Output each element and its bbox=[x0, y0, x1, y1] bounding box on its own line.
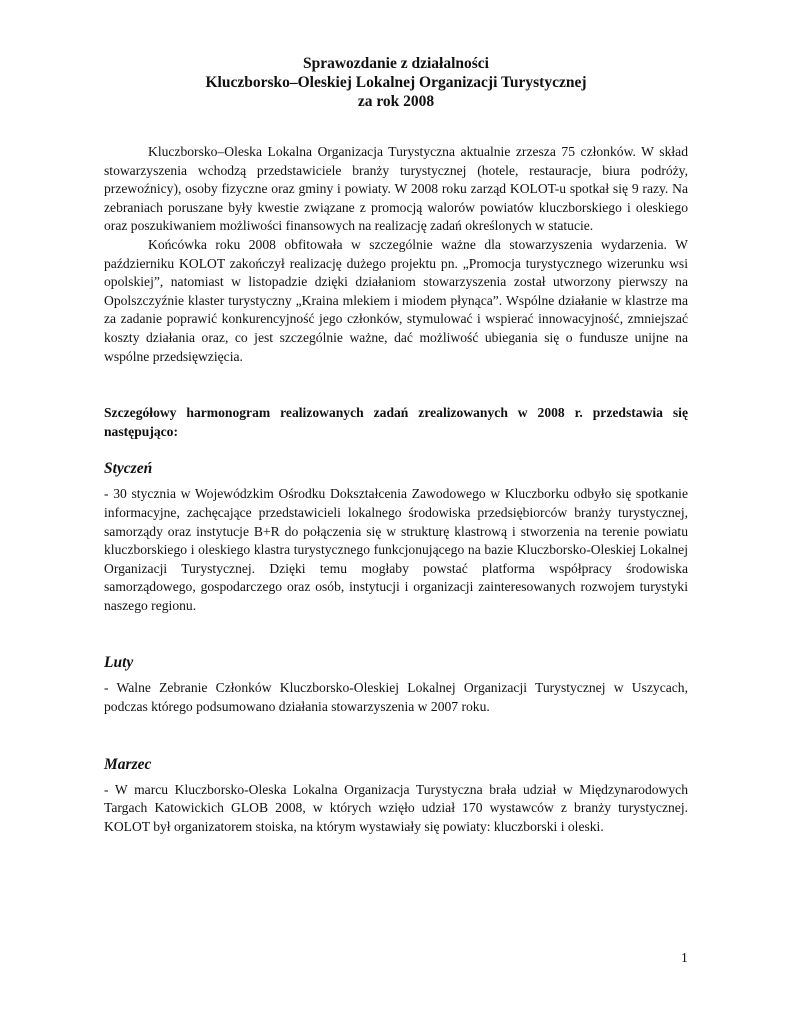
month-text-march: - W marcu Kluczborsko-Oleska Lokalna Organizacja Turystyczna brała udział w Międzynarodowych Targach Katowickich GLOB 2008, w których wzięło udział 170 wystawców z branży turystycznej. KOLOT był organizatorem stoiska, na którym wystawiały się powiaty: kluczborski i oleski. bbox=[104, 781, 688, 834]
title-line-3: za rok 2008 bbox=[357, 93, 435, 110]
month-heading-march: Marzec bbox=[104, 755, 152, 773]
title-line-2: Kluczborsko–Oleskiej Lokalnej Organizacji Turystycznej bbox=[205, 74, 587, 91]
schedule-heading: Szczegółowy harmonogram realizowanych zadań zrealizowanych w 2008 r. przedstawia się następująco: bbox=[104, 405, 688, 439]
intro-paragraph-2: Końcówka roku 2008 obfitowała w szczególnie ważne dla stowarzyszenia wydarzenia. W październiku KOLOT zakończył realizację dużego projektu pn. „Promocja turystycznego wizerunku wsi opolskiej”, natomiast w listopadzie dzięki działaniom stowarzyszenia został utworzony pierwszy na Opolszczyźnie klaster turystyczny „Kraina mlekiem i miodem płynąca”. Wspólne działanie w klastrze ma za zadanie poprawić konkurencyjność jego członków, stymulować i wspierać innowacyjność, zmniejszać koszty działania oraz, co jest szczególnie ważne, dać możliwość ubiegania się o fundusze unijne na wspólne przedsięwzięcia. bbox=[104, 236, 688, 364]
document-page bbox=[104, 54, 688, 836]
month-text-january: - 30 stycznia w Wojewódzkim Ośrodku Dokształcenia Zawodowego w Kluczborku odbyło się spotkanie informacyjne, zachęcające przedstawicieli lokalnego środowiska przedsiębiorców branży turystycznej, samorządy oraz instytucje B+R do połączenia się w strukturę klastrową i stworzenia na terenie powiatu kluczborskiego i oleskiego klastra turystycznego funkcjonującego na bazie Kluczborsko-Oleskiej Lokalnej Organizacji Turystycznej. Dzięki temu mogłaby powstać platforma współpracy środowiska samorządowego, gospodarczego oraz osób, instytucji i organizacji zainteresowanych rozwojem turystyki naszego regionu. bbox=[104, 486, 688, 613]
month-heading-january: Styczeń bbox=[104, 460, 153, 478]
month-text-february: - Walne Zebranie Członków Kluczborsko-Oleskiej Lokalnej Organizacji Turystycznej w Uszycach, podczas którego podsumowano działania stowarzyszenia w 2007 roku. bbox=[104, 680, 688, 715]
document-title bbox=[104, 54, 688, 111]
intro-paragraph-1: Kluczborsko–Oleska Lokalna Organizacja Turystyczna aktualnie zrzesza 75 członków. W skład stowarzyszenia wchodzą przedstawiciele branży turystycznej (hotele, restauracje, biura podróży, przewoźnicy), osoby fizyczne oraz gminy i powiaty. W 2008 roku zarząd KOLOT-u spotkał się 9 razy. Na zebraniach poruszane były kwestie związane z promocją walorów powiatów kluczborskiego i oleskiego oraz poszukiwaniem możliwości finansowych na realizację zadań określonych w statucie. bbox=[104, 144, 688, 234]
page-number: 1 bbox=[681, 950, 688, 965]
title-line-1: Sprawozdanie z działalności bbox=[302, 55, 489, 72]
month-heading-february: Luty bbox=[104, 654, 134, 672]
